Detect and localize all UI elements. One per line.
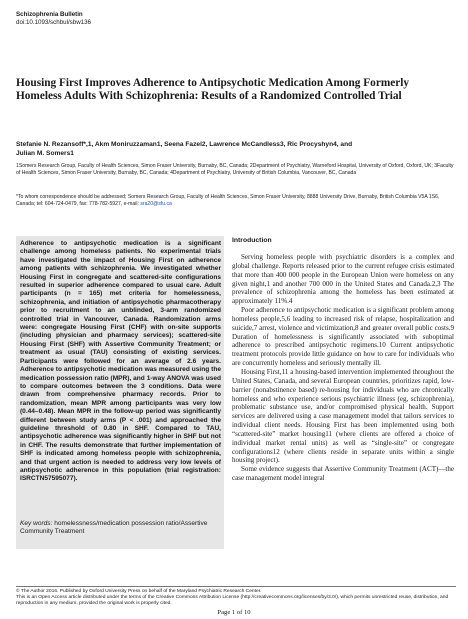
author-line-2: Julian M. Somers1: [16, 150, 74, 157]
keywords-list: homelessness/medication possession ratio/Assertive Community Treatment: [20, 520, 208, 536]
author-list: [16, 140, 452, 158]
abstract-text: Adherence to antipsychotic medication is a significant challenge among homeless patients. No experimental trials have investigated the impact of Housing First on adherence among patients with schizophrenia. We investigated whether Housing First in congregate and scattered-site configurations resulted in superior adherence compared to usual care. Adult participants (n = 165) met criteria for homelessness, schizophrenia, and initiation of antipsychotic pharmacotherapy prior to recruitment to an unblinded, 3-arm randomized controlled trial in Vancouver, Canada. Randomization arms were: congregate Housing First (CHF) with on-site supports (including physician and pharmacy services); scattered-site Housing First (SHF) with Assertive Community Treatment; or treatment as usual (TAU) consisting of existing services. Participants were followed for an average of 2.6 years. Adherence to antipsychotic medication was measured using the medication possession ratio (MPR), and 1-way ANOVA was used to compare outcomes between the 3 conditions. Data were drawn from comprehensive pharmacy records. Prior to randomization, mean MPR among participants was very low (0.44–0.48). Mean MPR in the follow-up period was significantly different between study arms (P < .001) and approached the guideline threshold of 0.80 in SHF. Compared to TAU, antipsychotic adherence was significantly higher in SHF but not in CHF. The results demonstrate that further implementation of SHF is indicated among homeless people with schizophrenia, and that urgent action is needed to address very low levels of antipsychotic adherence in this population (trial registration: ISRCTN57595077).: [20, 240, 221, 483]
journal-doi: doi:10.1093/schbul/sbw136: [16, 19, 91, 26]
journal-name: Schizophrenia Bulletin: [16, 11, 83, 18]
article-title: Housing First Improves Adherence to Antipsychotic Medication Among Formerly Homeless Adults With Schizophrenia: Results of a Randomized Controlled Trial: [16, 77, 410, 103]
intro-paragraph-1: Serving homeless people with psychiatric disorders is a complex and global challenge. Reports released prior to the current refugee crisis estimated that more than 400 000 people in the European Union were homeless on any given night,1 and another 700 000 in the United States and Canada.2,3 The prevalence of schizophrenia among the homeless has been estimated at approximately 11%.4: [232, 253, 454, 306]
abstract-box: [16, 236, 224, 549]
keywords: [20, 520, 220, 537]
footnote-license: This is an Open Access article distributed under the terms of the Creative Commons Attribution License (http://creativecommons.org/licenses/by/3.0/), which permits unrestricted reuse, distribution, and reproduction in any medium, provided the original work is properly cited.: [16, 595, 449, 607]
intro-paragraph-2: Poor adherence to antipsychotic medication is a significant problem among homeless people,5,6 leading to increased risk of relapse, hospitalization and suicide,7 arrest, violence and victimization,8 and greater overall public costs.9 Duration of homelessness is significantly associated with suboptimal adherence to prescribed antipsychotic regimens.10 Current antipsychotic treatment protocols provide little guidance on how to care for individuals who are concurrently homeless and seriously mentally ill.: [232, 306, 454, 368]
introduction-column: [232, 236, 454, 483]
keywords-label: Key words:: [20, 520, 53, 527]
footnote-divider: [16, 586, 456, 587]
author-line-1: Stefanie N. Rezansoff*,1, Akm Moniruzzaman1, Seena Fazel2, Lawrence McCandless3, Ric Procyshyn4, and: [16, 141, 353, 148]
correspondence: [16, 194, 456, 207]
footnote-copyright: © The Author 2016. Published by Oxford University Press on behalf of the Maryland Psychiatric Research Center.: [16, 589, 262, 594]
license-footnote: [16, 589, 456, 608]
correspondence-email[interactable]: sra20@sfu.ca: [140, 200, 172, 207]
affiliations: 1Somers Research Group, Faculty of Health Sciences, Simon Fraser University, Burnaby, BC, Canada; 2Department of Psychiatry, Warneford Hospital, University of Oxford, Oxford, UK; 3Faculty of Health Sciences, Simon Fraser University, Burnaby, BC, Canada; 4Department of Psychiatry, University of British Columbia, Vancouver, BC, Canada: [16, 163, 454, 176]
intro-paragraph-4: Some evidence suggests that Assertive Community Treatment (ACT)—the case management model integral: [232, 465, 454, 483]
intro-paragraph-3: Housing First,11 a housing-based intervention implemented throughout the United States, Canada, and several European countries, prioritizes rapid, low-barrier (nonabstinence based) re-housing for individuals who are chronically homeless and who experience serious psychiatric illness (eg, schizophrenia), problematic substance use, and/or compromised physical health. Support services are delivered using a case management model that tailors services to individual client needs. Housing First has been implemented using both “scattered-site” market housing11 (where clients are offered a choice of individual market rental units) as well as “single-site” or congregate configurations12 (where clients reside in separate units within a single housing project).: [232, 367, 454, 465]
introduction-heading: Introduction: [232, 237, 272, 244]
page-number: Page 1 of 10: [217, 609, 251, 616]
journal-header: [16, 11, 91, 27]
correspondence-text: *To whom correspondence should be addressed; Somers Research Group, Faculty of Health Sciences, Simon Fraser University, 8888 University Drive, Burnaby, British Columbia V5A 1S6, Canada; tel: 604-724-0479, fax: 778-782-5927, e-mail:: [16, 194, 440, 207]
